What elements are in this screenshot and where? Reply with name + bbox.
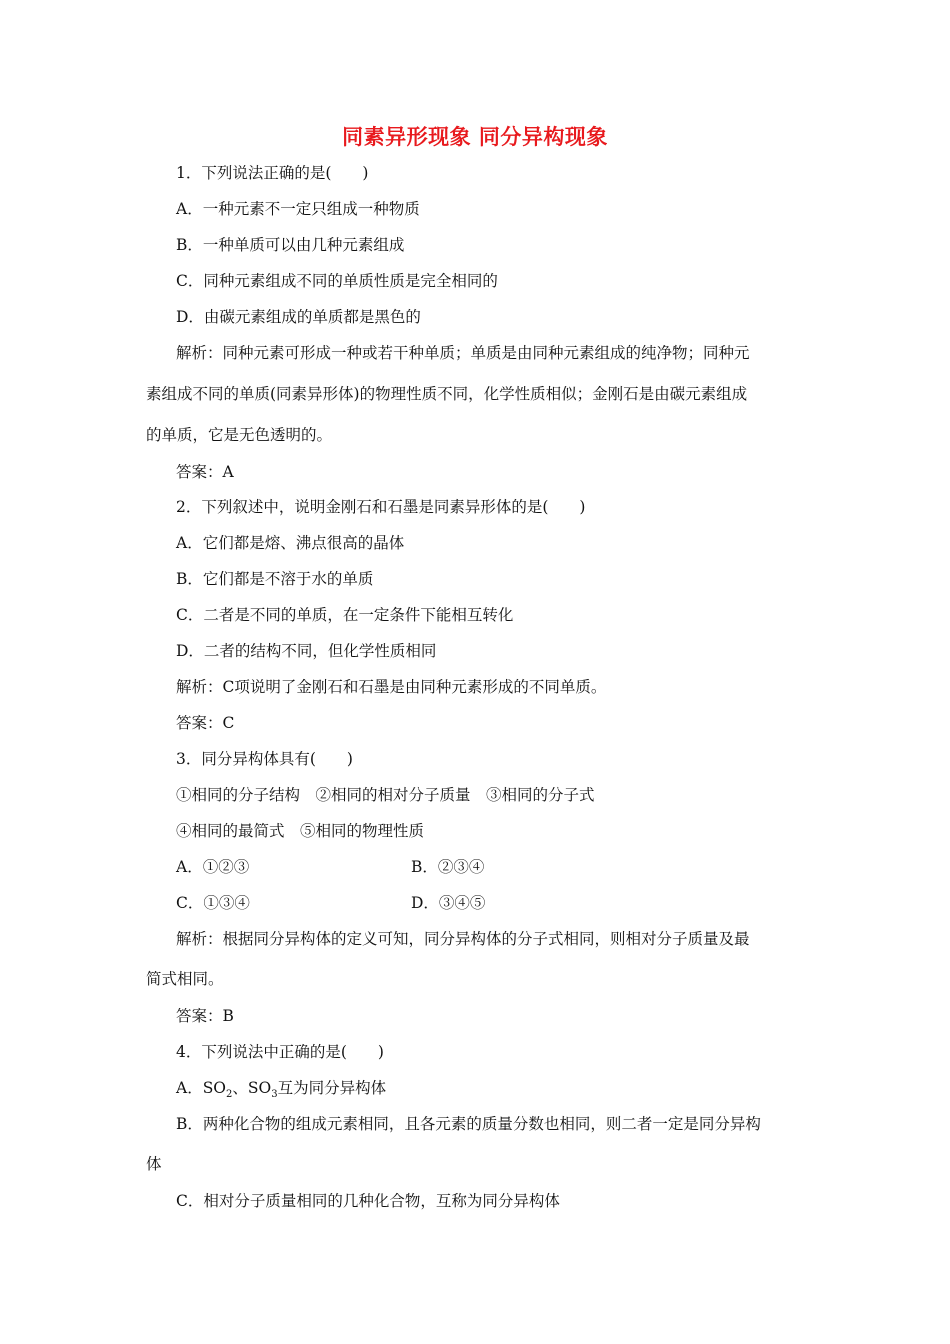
- question-3-option-b: B．②③④: [411, 858, 485, 876]
- question-4-option-a-middle: 、SO: [232, 1079, 272, 1097]
- question-2-option-c: C．二者是不同的单质，在一定条件下能相互转化: [176, 606, 514, 624]
- question-2-explanation: 解析：C项说明了金刚石和石墨是由同种元素形成的不同单质。: [176, 678, 607, 696]
- question-4-option-a-prefix: A．SO: [176, 1079, 227, 1097]
- question-3-option-d: D．③④⑤: [411, 894, 486, 912]
- question-3-explanation-line-2: 简式相同。: [146, 970, 224, 988]
- question-1-explanation-line-2: 素组成不同的单质(同素异形体)的物理性质不同，化学性质相似；金刚石是由碳元素组成: [146, 385, 748, 403]
- question-1-answer: 答案：A: [176, 463, 234, 481]
- question-3-option-a: A．①②③: [176, 858, 250, 876]
- subscript-3: 3: [271, 1089, 278, 1101]
- question-4-option-b-line-1: B．两种化合物的组成元素相同，且各元素的质量分数也相同，则二者一定是同分异构: [176, 1115, 761, 1133]
- question-4-option-a-suffix: 互为同分异构体: [277, 1079, 387, 1097]
- question-1-explanation-line-1: 解析：同种元素可形成一种或若干种单质；单质是由同种元素组成的纯净物；同种元: [176, 344, 750, 362]
- question-4-option-c: C．相对分子质量相同的几种化合物，互称为同分异构体: [176, 1192, 560, 1210]
- question-1-option-b: B．一种单质可以由几种元素组成: [176, 236, 405, 254]
- question-2-option-a: A．它们都是熔、沸点很高的晶体: [176, 534, 405, 552]
- question-1-option-c: C．同种元素组成不同的单质性质是完全相同的: [176, 272, 498, 290]
- subscript-2: 2: [226, 1089, 233, 1101]
- question-1-stem: 1．下列说法正确的是( ): [176, 164, 369, 182]
- question-1-option-a: A．一种元素不一定只组成一种物质: [176, 200, 420, 218]
- question-1-explanation-line-3: 的单质，它是无色透明的。: [146, 426, 333, 444]
- question-3-stem: 3．同分异构体具有( ): [176, 750, 353, 768]
- question-1-option-d: D．由碳元素组成的单质都是黑色的: [176, 308, 421, 326]
- question-3-answer: 答案：B: [176, 1007, 234, 1025]
- question-2-option-d: D．二者的结构不同，但化学性质相同: [176, 642, 437, 660]
- question-2-answer: 答案：C: [176, 714, 235, 732]
- question-4-option-a: [176, 1078, 386, 1105]
- question-3-items-line-2: ④相同的最简式 ⑤相同的物理性质: [176, 822, 425, 840]
- question-3-option-c: C．①③④: [176, 894, 250, 912]
- page-title: 同素异形现象 同分异构现象: [342, 125, 608, 149]
- question-3-explanation-line-1: 解析：根据同分异构体的定义可知，同分异构体的分子式相同，则相对分子质量及最: [176, 930, 750, 948]
- question-3-items-line-1: ①相同的分子结构 ②相同的相对分子质量 ③相同的分子式: [176, 786, 595, 804]
- question-2-option-b: B．它们都是不溶于水的单质: [176, 570, 374, 588]
- question-4-option-b-line-2: 体: [146, 1155, 162, 1173]
- question-4-stem: 4．下列说法中正确的是( ): [176, 1043, 384, 1061]
- question-2-stem: 2．下列叙述中，说明金刚石和石墨是同素异形体的是( ): [176, 498, 586, 516]
